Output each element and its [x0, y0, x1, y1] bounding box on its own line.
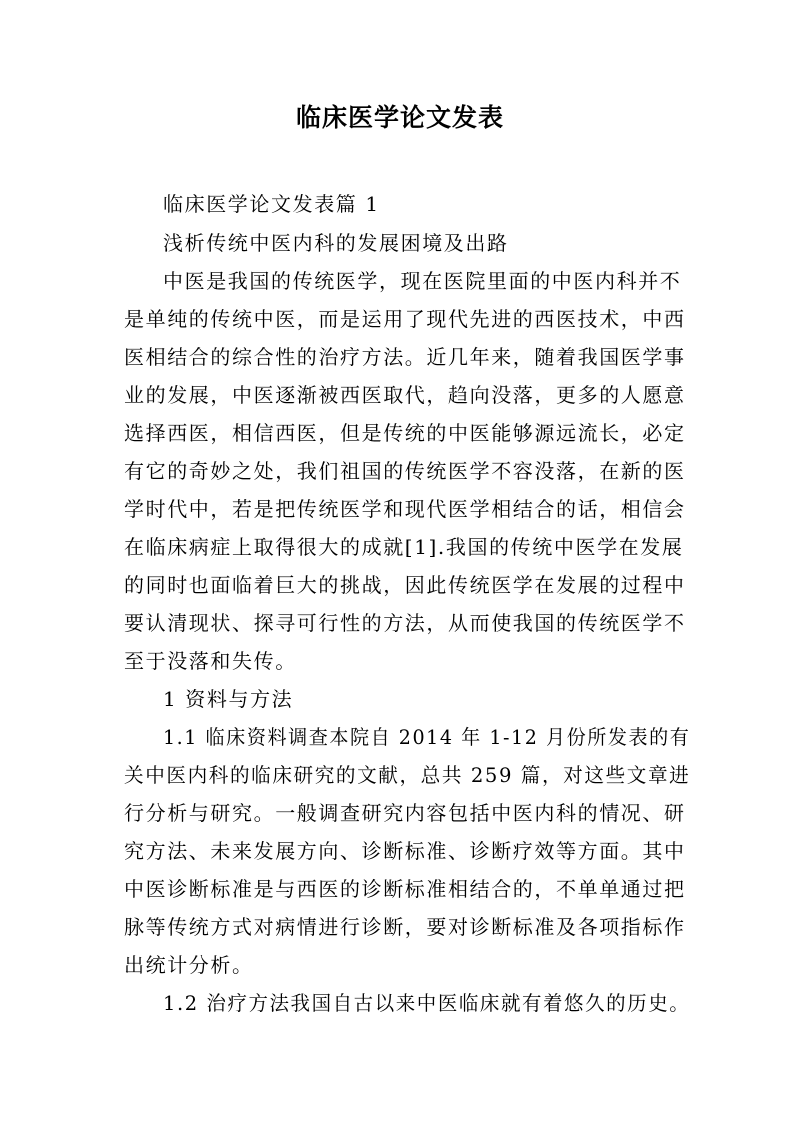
- paragraph-line: 至于没落和失传。: [124, 649, 297, 673]
- paragraph-line: 学时代中，若是把传统医学和现代医学相结合的话，相信会: [124, 497, 686, 521]
- section-heading: 1 资料与方法: [163, 687, 294, 711]
- paragraph-line: 究方法、未来发展方向、诊断标准、诊断疗效等方面。其中: [124, 839, 686, 863]
- paragraph-line: 出统计分析。: [124, 953, 254, 977]
- paragraph-line: 医相结合的综合性的治疗方法。近几年来，随着我国医学事: [124, 345, 686, 369]
- paragraph-line: 中医诊断标准是与西医的诊断标准相结合的，不单单通过把: [124, 877, 686, 901]
- article-title: 浅析传统中医内科的发展困境及出路: [163, 231, 509, 255]
- document-title: 临床医学论文发表: [295, 103, 504, 132]
- paragraph-line: 的同时也面临着巨大的挑战，因此传统医学在发展的过程中: [124, 573, 686, 597]
- paragraph-line: 在临床病症上取得很大的成就[1].我国的传统中医学在发展: [124, 535, 684, 559]
- paragraph-line: 选择西医，相信西医，但是传统的中医能够源远流长，必定: [124, 421, 686, 445]
- paragraph-line: 有它的奇妙之处，我们祖国的传统医学不容没落，在新的医: [124, 459, 686, 483]
- paragraph-line: 是单纯的传统中医，而是运用了现代先进的西医技术，中西: [124, 307, 686, 331]
- paragraph-line: 要认清现状、探寻可行性的方法，从而使我国的传统医学不: [124, 611, 686, 635]
- paragraph-line: 1.2 治疗方法我国自古以来中医临床就有着悠久的历史。: [163, 991, 691, 1015]
- paragraph-line: 中医是我国的传统医学，现在医院里面的中医内科并不: [163, 269, 682, 293]
- paragraph-line: 关中医内科的临床研究的文献，总共 259 篇，对这些文章进: [124, 763, 691, 787]
- paragraph-line: 业的发展，中医逐渐被西医取代，趋向没落，更多的人愿意: [124, 383, 686, 407]
- paragraph-line: 行分析与研究。一般调查研究内容包括中医内科的情况、研: [124, 801, 686, 825]
- paragraph-line: 脉等传统方式对病情进行诊断，要对诊断标准及各项指标作: [124, 915, 686, 939]
- section-heading: 临床医学论文发表篇 1: [163, 192, 380, 216]
- paragraph-line: 1.1 临床资料调查本院自 2014 年 1-12 月份所发表的有: [163, 725, 691, 749]
